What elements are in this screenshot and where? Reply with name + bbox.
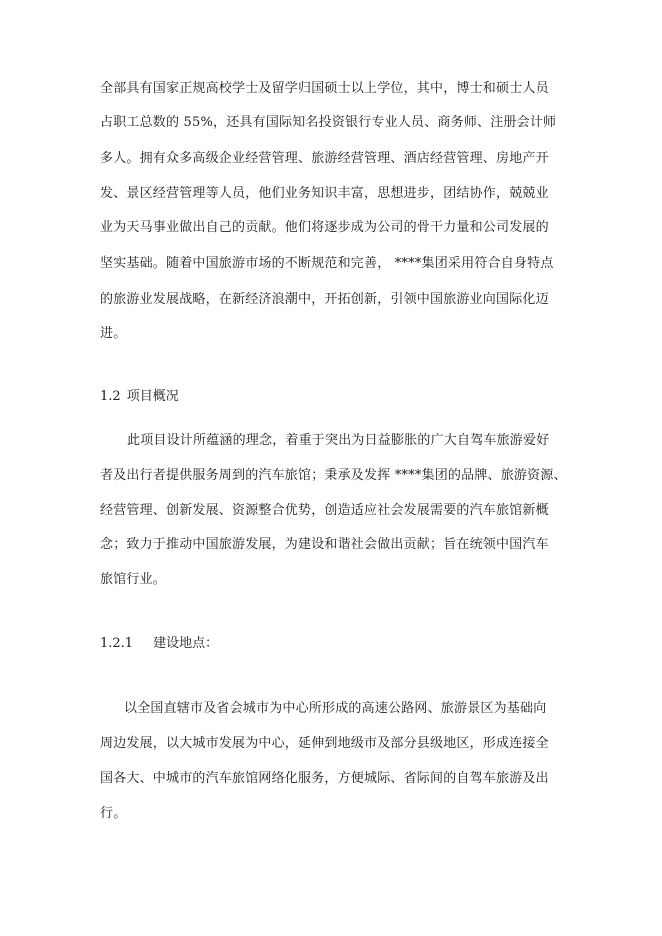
text-line: 国各大、中城市的汽车旅馆网络化服务，方便城际、省际间的自驾车旅游及出 <box>100 771 549 786</box>
text-line: 旅馆行业。 <box>100 572 167 587</box>
text-line: 占职工总数的 55%，还具有国际知名投资银行专业人员、商务师、注册会计师 <box>100 115 557 130</box>
section-heading-1-2 <box>100 389 179 405</box>
text-line: 此项目设计所蕴涵的理念，着重于突出为日益膨胀的广大自驾车旅游爱好 <box>127 433 550 448</box>
section-title: 建设地点： <box>153 636 219 651</box>
text-line: 念；致力于推动中国旅游发展，为建设和谐社会做出贡献；旨在统领中国汽车 <box>100 537 549 552</box>
text-line: 坚实基础。随着中国旅游市场的不断规范和完善， ****集团采用符合自身特点 <box>100 256 554 271</box>
section-title: 项目概况 <box>126 389 179 404</box>
text-line: 全部具有国家正规高校学士及留学归国硕士以上学位，其中，博士和硕士人员 <box>100 81 549 96</box>
text-line: 经营管理、创新发展、资源整合优势，创造适应社会发展需要的汽车旅馆新概 <box>100 503 549 518</box>
text-line: 发、景区经营管理等人员，他们业务知识丰富，思想进步，团结协作，兢兢业 <box>100 186 549 201</box>
section-number: 1.2 <box>100 389 121 404</box>
text-line: 者及出行者提供服务周到的汽车旅馆；秉承及发挥 ****集团的品牌、旅游资源、 <box>100 468 567 483</box>
section-number: 1.2.1 <box>100 636 134 651</box>
text-line: 周边发展，以大城市发展为中心，延伸到地级市及部分县级地区，形成连接全 <box>100 736 549 751</box>
text-line: 进。 <box>100 326 127 341</box>
text-line: 多人。拥有众多高级企业经营管理、旅游经营管理、酒店经营管理、房地产开 <box>100 151 549 166</box>
section-heading-1-2-1 <box>100 636 218 652</box>
text-line: 业为天马事业做出自己的贡献。他们将逐步成为公司的骨干力量和公司发展的 <box>100 220 549 235</box>
text-line: 行。 <box>100 806 127 821</box>
text-line: 的旅游业发展战略，在新经济浪潮中，开拓创新，引领中国旅游业向国际化迈 <box>100 292 549 307</box>
text-line: 以全国直辖市及省会城市为中心所形成的高速公路网、旅游景区为基础向 <box>124 701 547 716</box>
